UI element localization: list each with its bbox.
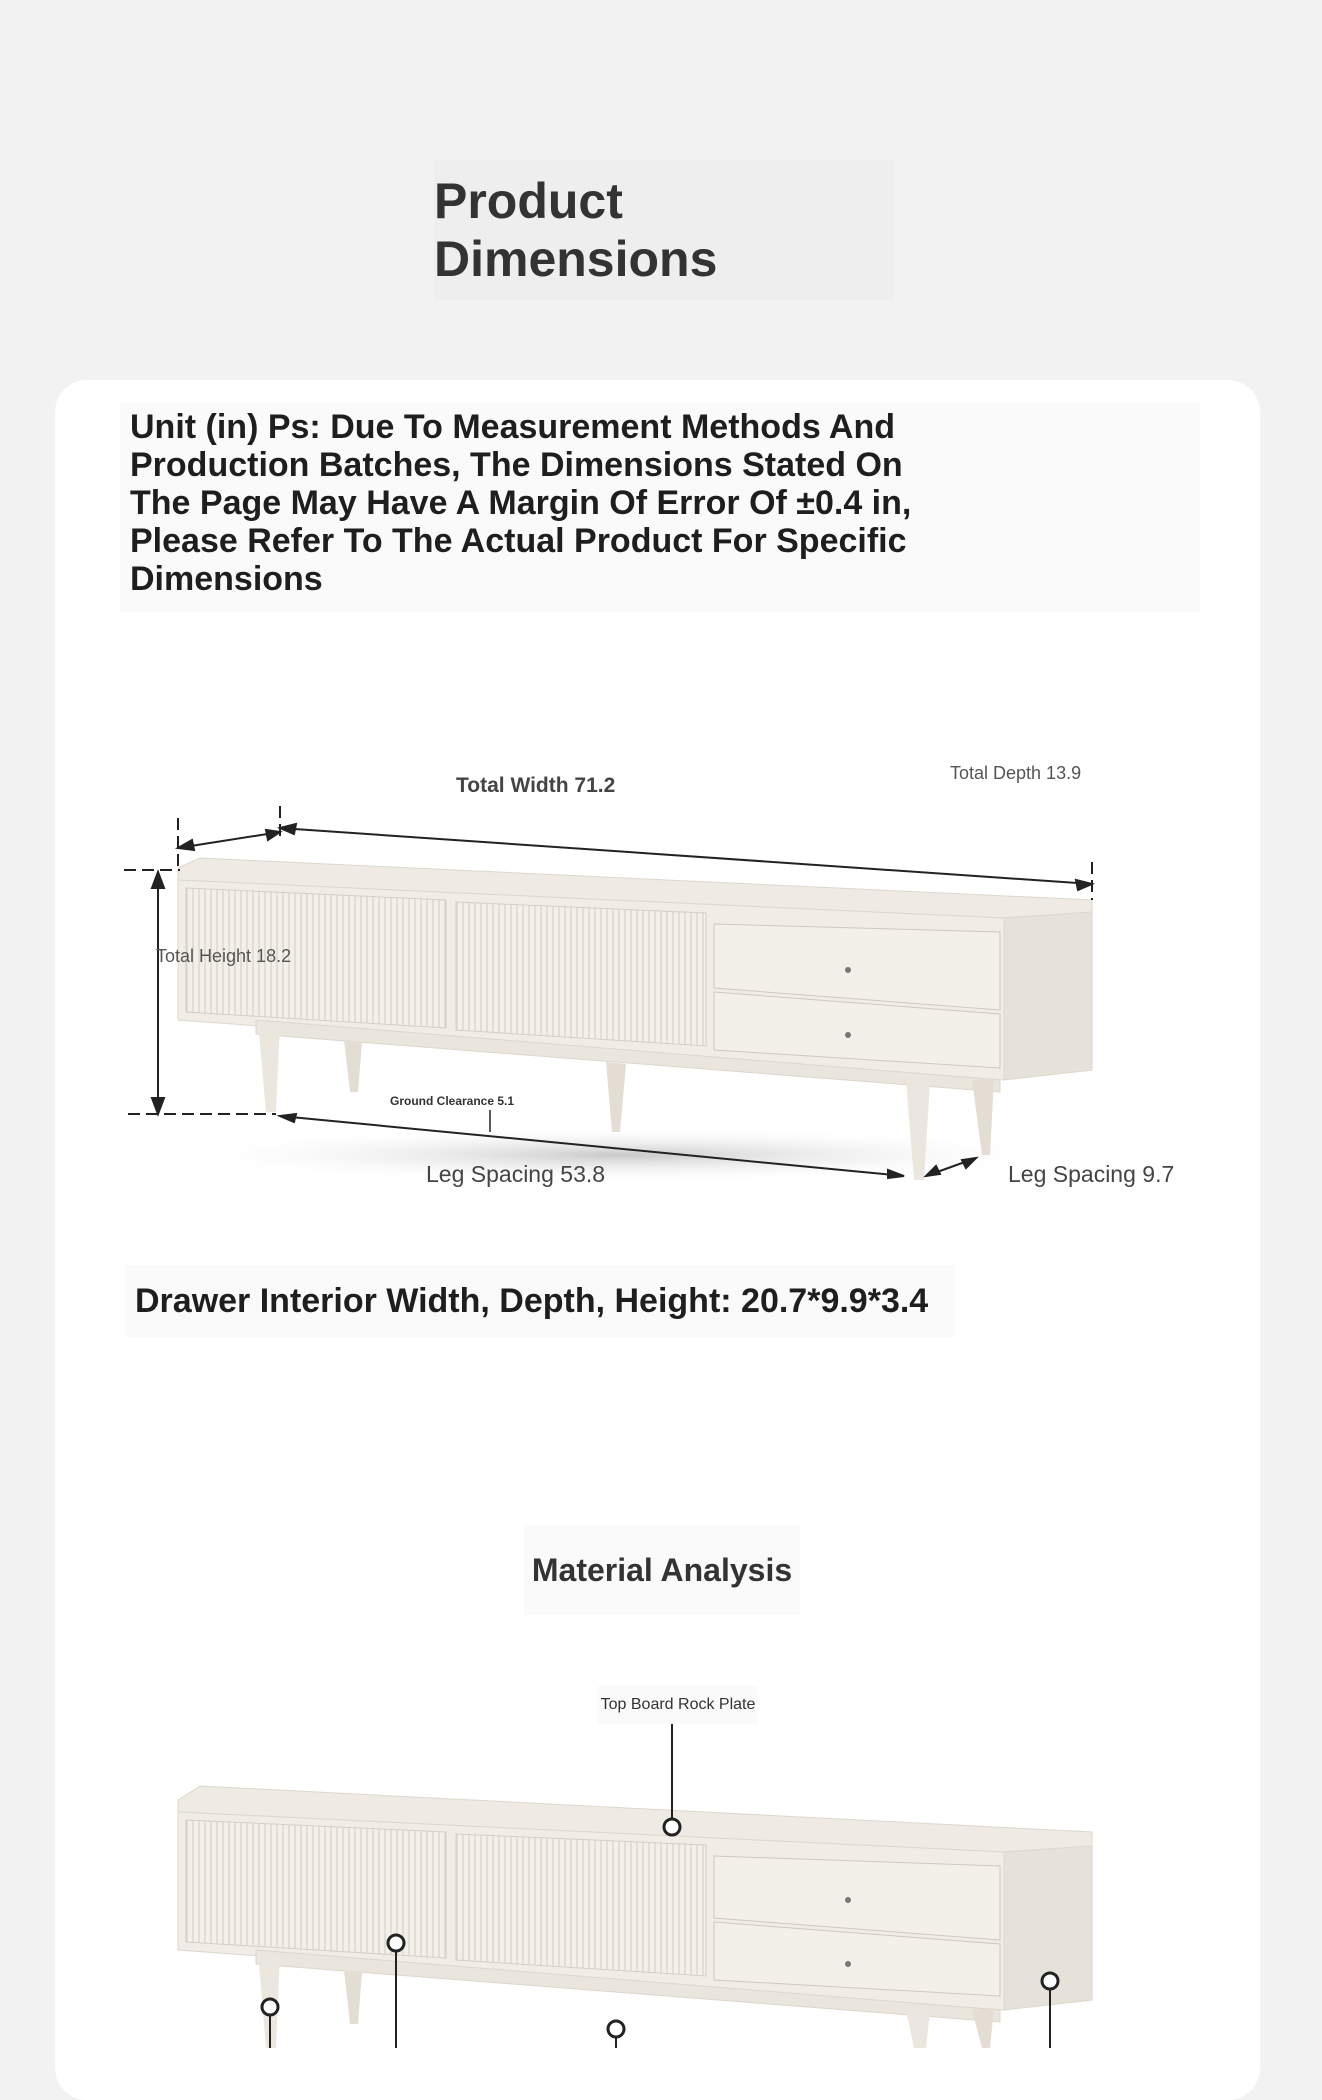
total-depth-label: Total Depth 13.9 bbox=[950, 763, 1082, 783]
dimension-note: Unit (in) Ps: Due To Measurement Methods And Production Batches, The Dimensions Stated On The Page May Have A Margin Of Error Of ±0.4 in, Please Refer To The Actual Product For Specific Dimensions bbox=[130, 408, 912, 598]
leg-spacing-short-label: Leg Spacing 9.7 bbox=[1008, 1161, 1175, 1187]
tv-cabinet-material-drawing bbox=[178, 1710, 1092, 2048]
drawer-interior-dimensions: Drawer Interior Width, Depth, Height: 20.7*9.9*3.4 bbox=[125, 1265, 955, 1337]
page-title: Product Dimensions bbox=[434, 160, 894, 300]
tv-cabinet-dimension-drawing bbox=[124, 806, 1092, 1183]
material-analysis-title: Material Analysis bbox=[524, 1525, 800, 1615]
total-height-label: Total Height 18.2 bbox=[156, 946, 292, 966]
total-width-label: Total Width 71.2 bbox=[456, 774, 616, 797]
leg-spacing-long-label: Leg Spacing 53.8 bbox=[426, 1161, 606, 1187]
ground-clearance-label: Ground Clearance 5.1 bbox=[390, 1094, 515, 1108]
top-board-label: Top Board Rock Plate bbox=[598, 1686, 758, 1724]
